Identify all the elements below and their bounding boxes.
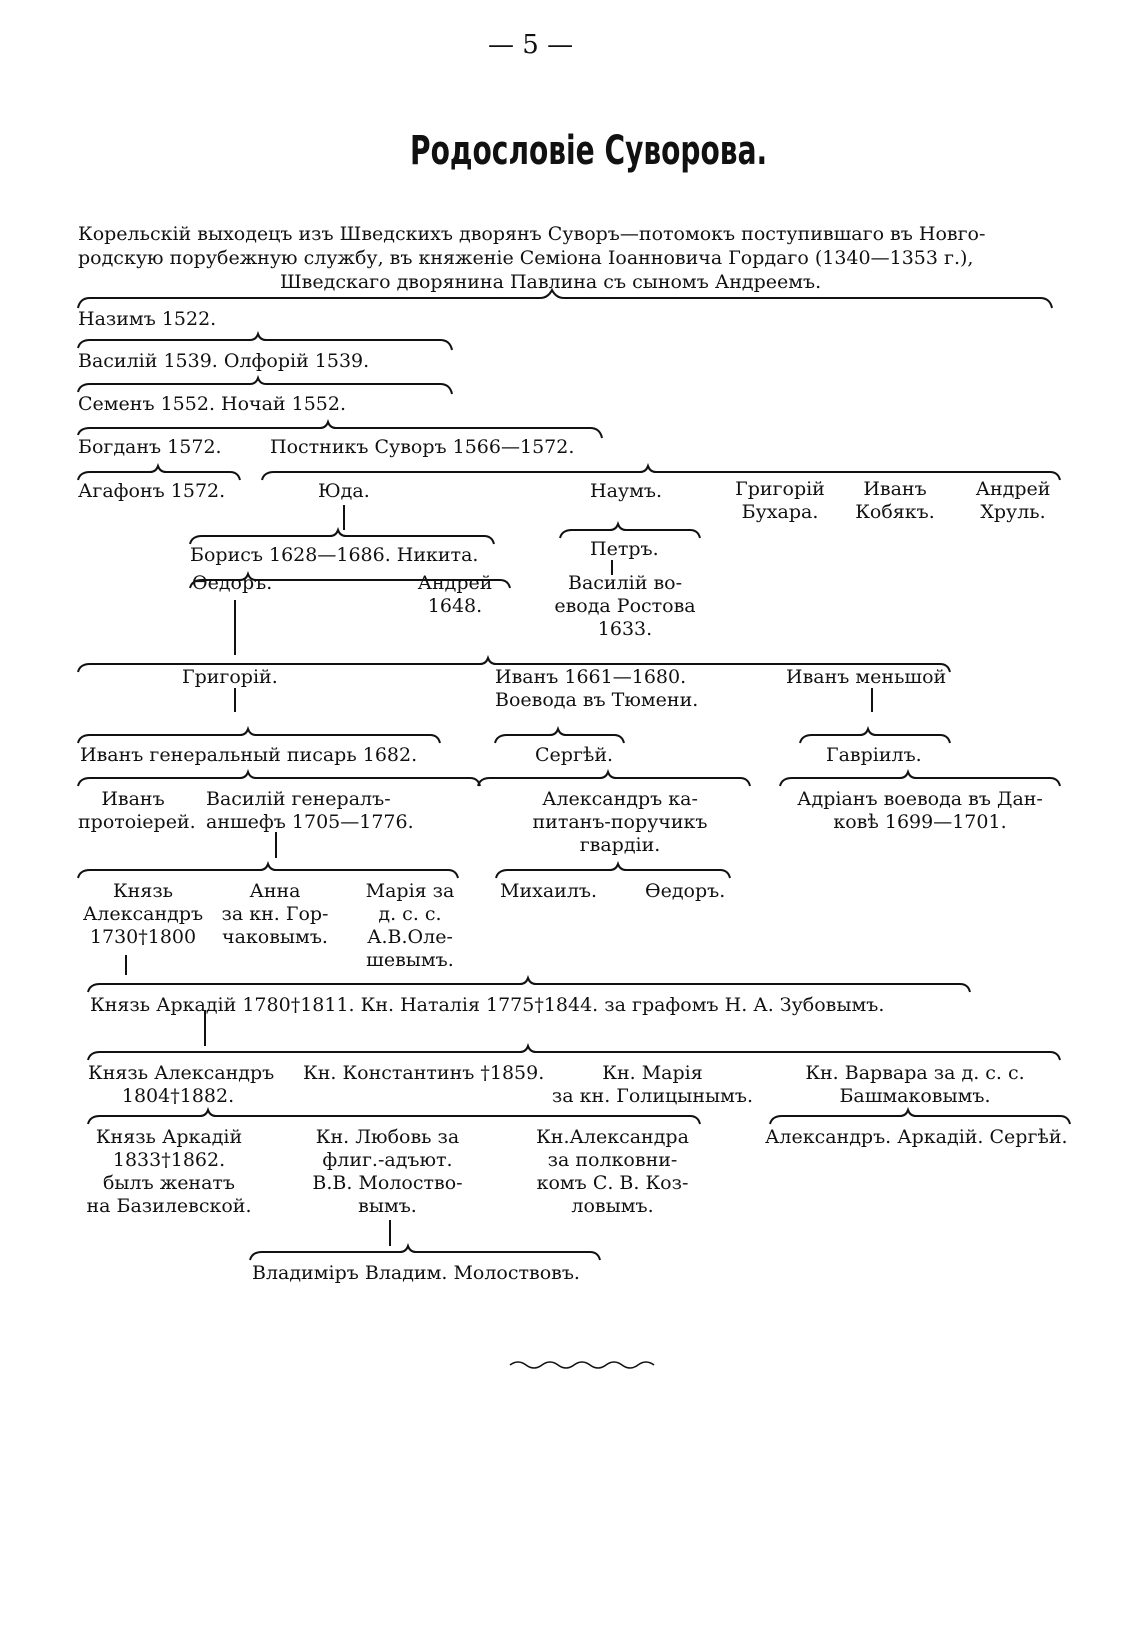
intro-line-1: Корельскій выходецъ изъ Шведскихъ дворянъ Суворъ—потомокъ поступившаго въ Новго- bbox=[78, 223, 986, 245]
node-knyaz-aleksandr-1804-line-1: Князь Александръ bbox=[88, 1062, 275, 1084]
node-grigoriy: Григорій. bbox=[182, 666, 278, 688]
node-andrey-1648 bbox=[410, 572, 500, 618]
node-mihail: Михаилъ. bbox=[500, 880, 598, 902]
node-adrian bbox=[790, 788, 1050, 834]
node-sergey: Сергѣй. bbox=[535, 744, 614, 766]
node-varvara-line-1: Кн. Варвара за д. с. с. bbox=[805, 1062, 1025, 1084]
node-lyubov-line-2: флиг.-адъют. bbox=[322, 1149, 453, 1171]
node-vasiliy-voevoda-line-2: евода Ростова bbox=[554, 595, 696, 617]
node-boris-nikita: Борисъ 1628—1686. Никита. bbox=[190, 544, 479, 566]
node-gavriil: Гавріилъ. bbox=[826, 744, 922, 766]
node-anna-line-2: за кн. Гор- bbox=[221, 903, 329, 925]
node-nazim: Назимъ 1522. bbox=[78, 308, 217, 330]
node-konstantin: Кн. Константинъ †1859. bbox=[303, 1062, 545, 1084]
node-ivan-protoierey-line-2: протоіерей. bbox=[78, 811, 196, 833]
node-knyaz-arkadiy-1833-line-4: на Базилевской. bbox=[86, 1195, 252, 1217]
node-knyaz-aleksandr-1804 bbox=[88, 1062, 275, 1108]
node-knyaz-aleksandr bbox=[78, 880, 208, 949]
node-aleksandra-line-4: ловымъ. bbox=[571, 1195, 654, 1217]
node-mariya-olesheva bbox=[350, 880, 470, 972]
node-lyubov-line-3: В.В. Молоство- bbox=[312, 1172, 463, 1194]
node-mariya-olesheva-line-4: шевымъ. bbox=[366, 949, 454, 971]
node-aleksandr-kapitan-line-3: гвардіи. bbox=[579, 834, 661, 856]
node-arkadiy-nataliya: Князь Аркадій 1780†1811. Кн. Наталія 1775†1844. за графомъ Н. А. Зубовымъ. bbox=[90, 994, 885, 1016]
node-vladimir: Владиміръ Владим. Молоствовъ. bbox=[252, 1262, 580, 1284]
page-title: Родословіе Суворова. bbox=[410, 128, 768, 174]
node-ivan-1661 bbox=[495, 666, 698, 712]
node-yuda: Юда. bbox=[318, 480, 370, 502]
node-adrian-line-2: ковѣ 1699—1701. bbox=[833, 811, 1007, 833]
node-vasiliy-voevoda-line-3: 1633. bbox=[597, 618, 653, 640]
node-mariya-golicyn bbox=[545, 1062, 760, 1108]
node-knyaz-aleksandr-1804-line-2: 1804†1882. bbox=[121, 1085, 235, 1107]
node-knyaz-aleksandr-line-2: Александръ bbox=[82, 903, 204, 925]
node-vasiliy-voevoda-line-1: Василій во- bbox=[568, 572, 682, 594]
node-ivan-kobyak-line-2: Кобякъ. bbox=[855, 501, 935, 523]
node-ivan-protoierey-line-1: Иванъ bbox=[101, 788, 165, 810]
node-lyubov-line-1: Кн. Любовь за bbox=[315, 1126, 460, 1148]
node-andrey-hrul-line-1: Андрей bbox=[975, 478, 1051, 500]
node-ivan-protoierey bbox=[78, 788, 196, 834]
node-grigoriy-buhara bbox=[730, 478, 830, 524]
node-fedor: Өедоръ. bbox=[192, 572, 273, 594]
node-lyubov-line-4: вымъ. bbox=[358, 1195, 417, 1217]
node-varvara bbox=[790, 1062, 1040, 1108]
node-knyaz-aleksandr-line-1: Князь bbox=[112, 880, 174, 902]
node-aleksandr-kapitan bbox=[525, 788, 715, 857]
node-mariya-olesheva-line-3: А.В.Оле- bbox=[367, 926, 453, 948]
intro-line-2: родскую порубежную службу, въ княженіе Семіона Іоанновича Гордаго (1340—1353 г.), bbox=[78, 247, 974, 269]
node-fedor-2: Өедоръ. bbox=[645, 880, 726, 902]
node-ivan-menshoy: Иванъ меньшой bbox=[786, 666, 947, 688]
intro-line-3: Шведскаго дворянина Павлина съ сыномъ Андреемъ. bbox=[280, 271, 822, 293]
node-anna-line-1: Анна bbox=[249, 880, 301, 902]
node-aleksandra-line-3: комъ С. В. Коз- bbox=[536, 1172, 689, 1194]
node-mariya-olesheva-line-2: д. с. с. bbox=[378, 903, 442, 925]
node-grigoriy-buhara-line-1: Григорій bbox=[735, 478, 825, 500]
node-knyaz-arkadiy-1833 bbox=[84, 1126, 254, 1218]
page-number: — 5 — bbox=[488, 30, 574, 60]
node-andrey-hrul bbox=[968, 478, 1058, 524]
node-anna bbox=[215, 880, 335, 949]
node-ivan-1661-line-1: Иванъ 1661—1680. bbox=[495, 666, 687, 688]
node-andrey-hrul-line-2: Хруль. bbox=[980, 501, 1046, 523]
node-knyaz-aleksandr-line-3: 1730†1800 bbox=[89, 926, 197, 948]
node-anna-line-3: чаковымъ. bbox=[222, 926, 328, 948]
node-adrian-line-1: Адріанъ воевода въ Дан- bbox=[797, 788, 1043, 810]
node-ivan-kobyak-line-1: Иванъ bbox=[863, 478, 927, 500]
node-aleksandr-kapitan-line-2: питанъ-поручикъ bbox=[532, 811, 708, 833]
node-mariya-golicyn-line-1: Кн. Марія bbox=[602, 1062, 703, 1084]
node-knyaz-arkadiy-1833-line-1: Князь Аркадій bbox=[95, 1126, 243, 1148]
node-vasiliy-general-line-2: аншефъ 1705—1776. bbox=[206, 811, 414, 833]
node-postnik-suvor: Постникъ Суворъ 1566—1572. bbox=[270, 436, 575, 458]
node-aleksandr-kapitan-line-1: Александръ ка- bbox=[542, 788, 698, 810]
node-vasiliy-general bbox=[206, 788, 414, 834]
node-knyaz-arkadiy-1833-line-2: 1833†1862. bbox=[112, 1149, 226, 1171]
node-andrey-1648-line-1: Андрей bbox=[417, 572, 493, 594]
node-aleksandr-arkadiy-sergey: Александръ. Аркадій. Сергѣй. bbox=[765, 1126, 1068, 1148]
node-grigoriy-buhara-line-2: Бухара. bbox=[741, 501, 819, 523]
node-lyubov bbox=[305, 1126, 470, 1218]
node-naum: Наумъ. bbox=[590, 480, 662, 502]
node-semen-nochay: Семенъ 1552. Ночай 1552. bbox=[78, 393, 347, 415]
node-mariya-olesheva-line-1: Марія за bbox=[365, 880, 455, 902]
node-andrey-1648-line-2: 1648. bbox=[427, 595, 483, 617]
node-vasiliy-voevoda bbox=[550, 572, 700, 641]
node-ivan-1661-line-2: Воевода въ Тюмени. bbox=[495, 689, 699, 711]
node-aleksandra-line-2: за полковни- bbox=[547, 1149, 678, 1171]
node-aleksandra-line-1: Кн.Александра bbox=[536, 1126, 689, 1148]
node-bogdan: Богданъ 1572. bbox=[78, 436, 222, 458]
node-ivan-pisar: Иванъ генеральный писарь 1682. bbox=[80, 744, 418, 766]
node-knyaz-arkadiy-1833-line-3: былъ женатъ bbox=[102, 1172, 236, 1194]
node-agafon: Агафонъ 1572. bbox=[78, 480, 226, 502]
node-mariya-golicyn-line-2: за кн. Голицынымъ. bbox=[551, 1085, 754, 1107]
node-varvara-line-2: Башмаковымъ. bbox=[839, 1085, 991, 1107]
node-vasiliy-general-line-1: Василій генералъ- bbox=[206, 788, 391, 810]
node-petr: Петръ. bbox=[590, 538, 659, 560]
node-aleksandra bbox=[530, 1126, 695, 1218]
node-ivan-kobyak bbox=[850, 478, 940, 524]
node-vasiliy-olforiy: Василій 1539. Олфорій 1539. bbox=[78, 350, 370, 372]
